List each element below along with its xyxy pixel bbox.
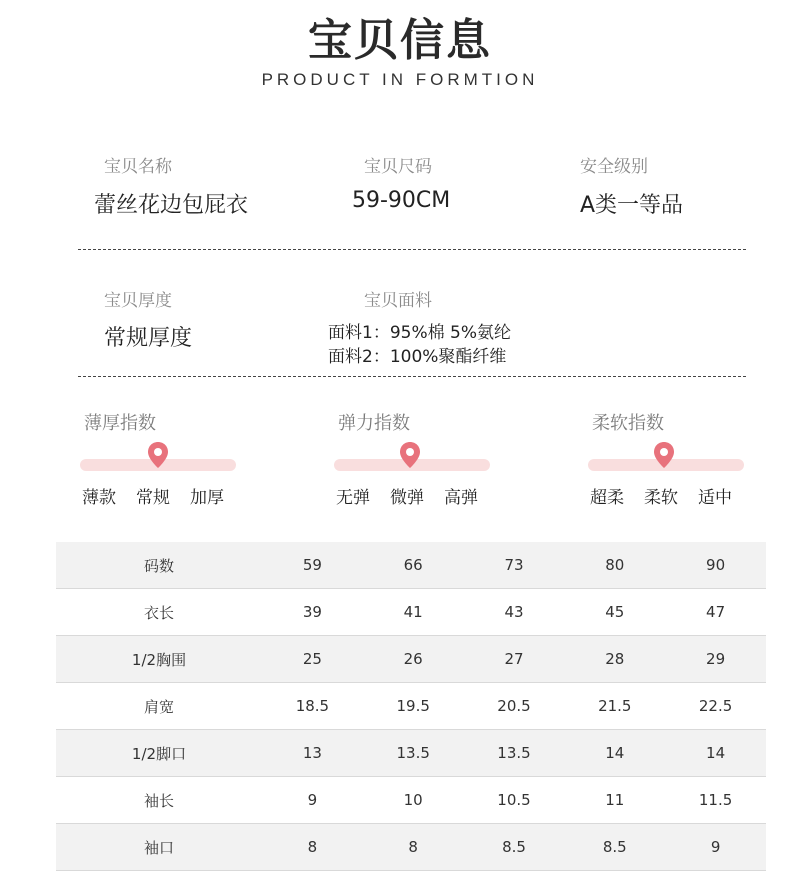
table-cell: 9: [665, 824, 766, 871]
level-label: 高弹: [444, 488, 478, 508]
table-cell: 14: [665, 730, 766, 777]
table-cell: 13: [262, 730, 363, 777]
table-cell: 47: [665, 589, 766, 636]
table-cell: 45: [564, 589, 665, 636]
table-row: [56, 542, 766, 589]
location-pin-icon: [653, 441, 675, 469]
size-table: [56, 542, 766, 871]
table-cell: 20.5: [464, 683, 565, 730]
table-cell: 13.5: [363, 730, 464, 777]
table-cell: 11.5: [665, 777, 766, 824]
table-cell: 10: [363, 777, 464, 824]
table-row: [56, 777, 766, 824]
level-label: 薄款: [82, 488, 116, 508]
table-cell: 8.5: [564, 824, 665, 871]
fabric-line: 面料1：95%棉 5%氨纶: [328, 323, 511, 343]
table-cell: 10.5: [464, 777, 565, 824]
table-cell: 43: [464, 589, 565, 636]
row-header: 袖长: [56, 777, 262, 824]
divider: [78, 376, 746, 377]
fabric-line: 面料2：100%聚酯纤维: [328, 347, 507, 367]
table-cell: 73: [464, 542, 565, 589]
table-cell: 27: [464, 636, 565, 683]
table-cell: 8: [363, 824, 464, 871]
index-label: 弹力指数: [338, 413, 410, 434]
table-cell: 39: [262, 589, 363, 636]
table-row: [56, 636, 766, 683]
title-cn: 宝贝信息: [308, 15, 492, 66]
safety-value: A类一等品: [580, 193, 684, 218]
table-cell: 22.5: [665, 683, 766, 730]
table-cell: 28: [564, 636, 665, 683]
table-cell: 25: [262, 636, 363, 683]
table-row: [56, 683, 766, 730]
row-header: 1/2胸围: [56, 636, 262, 683]
level-label: 超柔: [590, 488, 624, 508]
table-row: [56, 730, 766, 777]
location-pin-icon: [147, 441, 169, 469]
table-cell: 80: [564, 542, 665, 589]
index-label: 薄厚指数: [84, 413, 156, 434]
table-cell: 26: [363, 636, 464, 683]
row-header: 1/2脚口: [56, 730, 262, 777]
name-value: 蕾丝花边包屁衣: [94, 193, 249, 218]
title-en: PRODUCT IN FORMTION: [261, 70, 539, 89]
thickness-value: 常规厚度: [104, 326, 193, 351]
table-cell: 18.5: [262, 683, 363, 730]
table-cell: 21.5: [564, 683, 665, 730]
table-cell: 9: [262, 777, 363, 824]
index-label: 柔软指数: [592, 413, 664, 434]
safety-label: 安全级别: [580, 157, 648, 177]
table-cell: 8.5: [464, 824, 565, 871]
level-label: 微弹: [390, 488, 424, 508]
table-cell: 29: [665, 636, 766, 683]
size-label: 宝贝尺码: [364, 157, 432, 177]
divider: [78, 249, 746, 250]
size-value: 59-90CM: [352, 188, 451, 213]
level-label: 无弹: [336, 488, 370, 508]
fabric-label: 宝贝面料: [364, 291, 432, 311]
table-cell: 11: [564, 777, 665, 824]
level-label: 常规: [136, 488, 170, 508]
table-cell: 14: [564, 730, 665, 777]
table-row: [56, 824, 766, 871]
row-header: 袖口: [56, 824, 262, 871]
table-cell: 13.5: [464, 730, 565, 777]
table-cell: 19.5: [363, 683, 464, 730]
level-label: 柔软: [644, 488, 678, 508]
table-row: [56, 589, 766, 636]
location-pin-icon: [399, 441, 421, 469]
level-label: 适中: [698, 488, 732, 508]
table-cell: 66: [363, 542, 464, 589]
table-cell: 90: [665, 542, 766, 589]
thickness-label: 宝贝厚度: [104, 291, 172, 311]
name-label: 宝贝名称: [104, 157, 172, 177]
row-header: 肩宽: [56, 683, 262, 730]
table-cell: 41: [363, 589, 464, 636]
row-header: 衣长: [56, 589, 262, 636]
row-header: 码数: [56, 542, 262, 589]
level-label: 加厚: [190, 488, 224, 508]
table-cell: 59: [262, 542, 363, 589]
table-cell: 8: [262, 824, 363, 871]
